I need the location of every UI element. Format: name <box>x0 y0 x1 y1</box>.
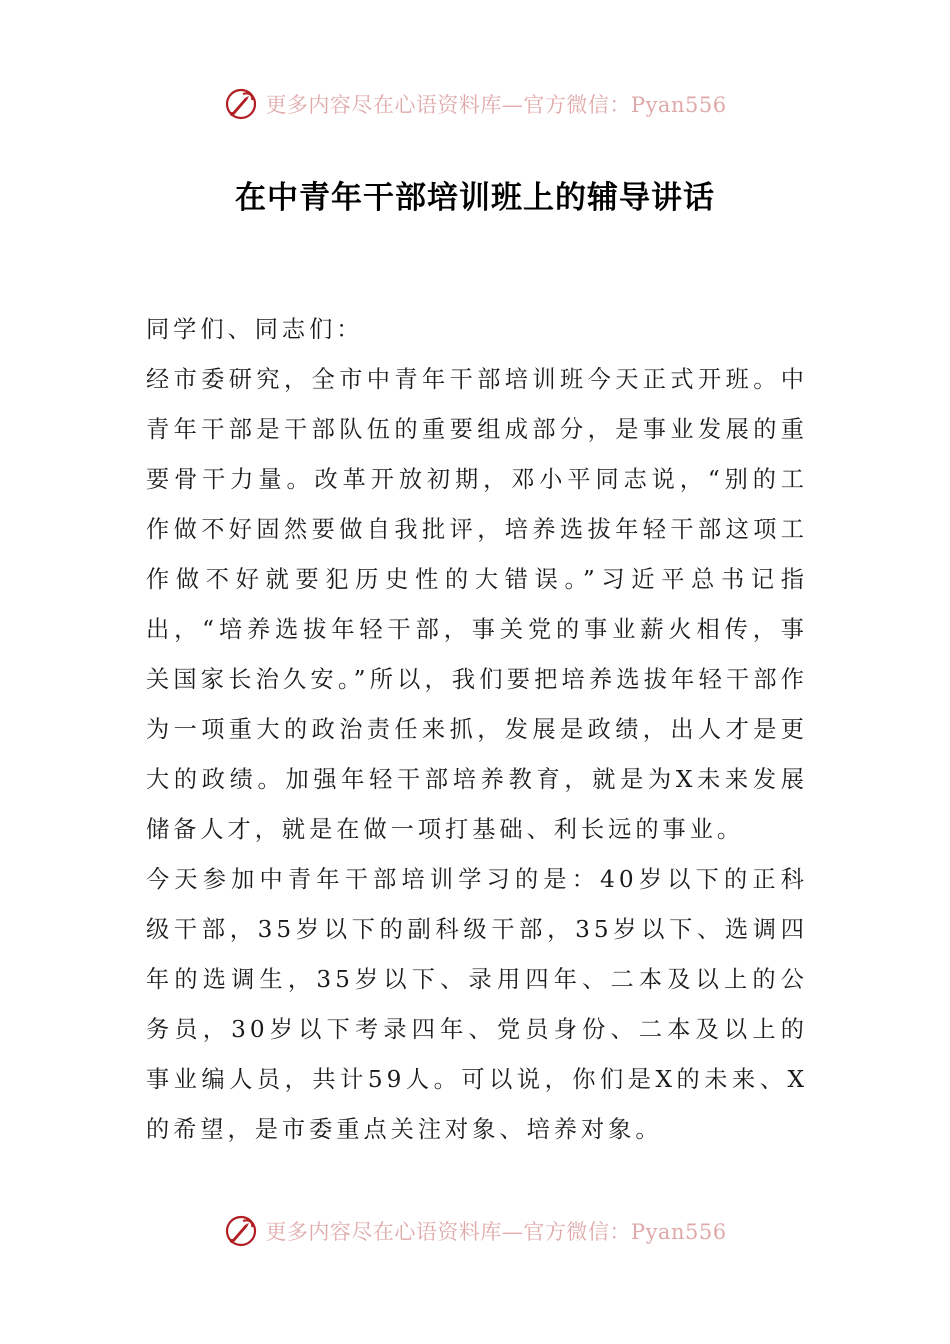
watermark-text: 更多内容尽在心语资料库—官方微信：Pyan556 <box>265 93 727 117</box>
paragraph: 经市委研究，全市中青年干部培训班今天正式开班。中青年干部是干部队伍的重要组成部分，是事业发展的重要骨干力量。改革开放初期，邓小平同志说，“别的工作做不好固然要做自我批评，培养选拔年轻干部这项工作做不好就要犯历史性的大错误。”习近平总书记指出，“培养选拔年轻干部，事关党的事业薪火相传，事关国家长治久安。”所以，我们要把培养选拔年轻干部作为一项重大的政治责任来抓，发展是政绩，出人才是更大的政绩。加强年轻干部培养教育，就是为X未来发展储备人才，就是在做一项打基础、利长远的事业。 <box>146 366 808 843</box>
paragraph: 今天参加中青年干部培训学习的是：40岁以下的正科级干部，35岁以下的副科级干部，35岁以下、选调四年的选调生，35岁以下、录用四年、二本及以上的公务员，30岁以下考录四年、党员身份、二本及以上的事业编人员，共计59人。可以说，你们是X的未来、X的希望，是市委重点关注对象、培养对象。 <box>146 866 808 1143</box>
salutation: 同学们、同志们： <box>146 316 364 343</box>
header-watermark <box>0 84 950 124</box>
watermark-text: 更多内容尽在心语资料库—官方微信：Pyan556 <box>265 1220 727 1244</box>
pen-nib-circle-icon <box>223 86 259 122</box>
document-title: 在中青年干部培训班上的辅导讲话 <box>235 180 715 216</box>
footer-watermark <box>0 1211 950 1251</box>
document-body <box>146 305 808 1155</box>
pen-nib-circle-icon <box>223 1213 259 1249</box>
